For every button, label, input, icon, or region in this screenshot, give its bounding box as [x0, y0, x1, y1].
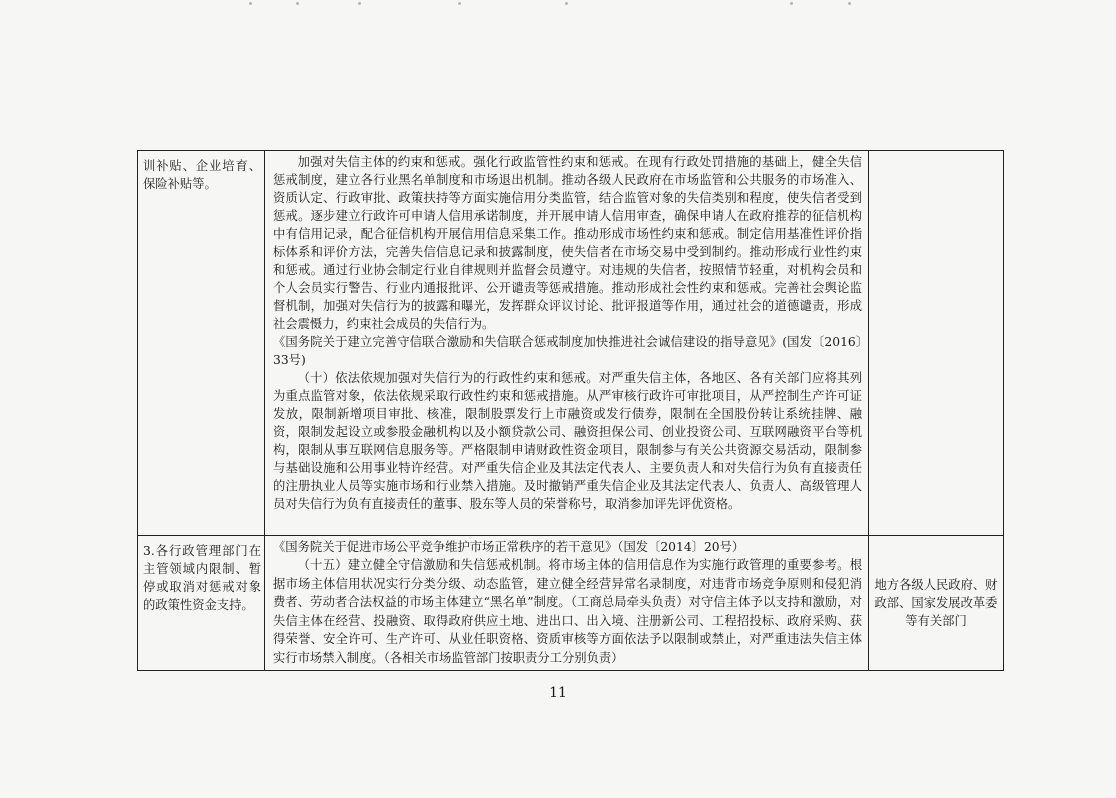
- scan-speck: [358, 2, 361, 5]
- scan-speck: [848, 2, 851, 5]
- measure-text: 3.各行政管理部门在主管领域内限制、暂停或取消对惩戒对象的政策性资金支持。: [143, 544, 261, 612]
- department-cell: [869, 536, 1004, 671]
- policy-table: [137, 150, 1004, 671]
- document-title: 《国务院关于建立完善守信联合激励和失信联合惩戒制度加快推进社会诚信建设的指导意见》(国发〔2016〕33号): [273, 335, 862, 367]
- scan-speck: [790, 2, 793, 5]
- table-row: [138, 151, 1004, 536]
- basis-paragraph: 加强对失信主体的约束和惩戒。强化行政监管性约束和惩戒。在现有行政处罚措施的基础上，健全失信惩戒制度，建立各行业黑名单制度和市场退出机制。推动各级人民政府在市场监管和公共服务的市场准入、资质认定、行政审批、政策扶持等方面实施信用分类监管，结合监管对象的失信类别和程度，使失信者受到惩戒。逐步建立行政许可申请人信用承诺制度，并开展申请人信用审查，确保申请人在政府推荐的征信机构中有信用记录，配合征信机构开展信用信息采集工作。推动形成市场性约束和惩戒。制定信用基准性评价指标体系和评价方法，完善失信信息记录和披露制度，使失信者在市场交易中受到制约。推动形成行业性约束和惩戒。通过行业协会制定行业自律规则并监督会员遵守。对违规的失信者，按照情节轻重，对机构会员和个人会员实行警告、行业内通报批评、公开谴责等惩戒措施。推动形成社会性约束和惩戒。完善社会舆论监督机制，加强对失信行为的披露和曝光，发挥群众评议讨论、批评报道等作用，通过社会的道德谴责，形成社会震慑力，约束社会成员的失信行为。: [273, 155, 862, 331]
- scan-speck: [565, 2, 568, 5]
- measure-cell: [138, 536, 265, 671]
- scan-speck: [249, 2, 252, 5]
- page-number: 11: [549, 685, 567, 701]
- table-row: [138, 536, 1004, 671]
- department-text: 地方各级人民政府、财政部、国家发展改革委等有关部门: [874, 578, 998, 628]
- department-cell: [869, 151, 1004, 536]
- scan-speck: [458, 2, 461, 5]
- measure-cell: [138, 151, 265, 536]
- basis-cell: [265, 151, 869, 536]
- measure-text: 训补贴、企业培育、保险补贴等。: [143, 159, 261, 191]
- basis-cell: [265, 536, 869, 671]
- scan-speck: [296, 2, 299, 5]
- document-title: 《国务院关于促进市场公平竞争维护市场正常秩序的若干意见》（国发〔2014〕20号）: [273, 540, 745, 554]
- basis-paragraph: （十）依法依规加强对失信行为的行政性约束和惩戒。对严重失信主体，各地区、各有关部门应将其列为重点监管对象，依法依规采取行政性约束和惩戒措施。从严审核行政许可审批项目，从严控制生产许可证发放，限制新增项目审批、核准，限制股票发行上市融资或发行债券，限制在全国股份转让系统挂牌、融资，限制发起设立或参股金融机构以及小额贷款公司、融资担保公司、创业投资公司、互联网融资平台等机构，限制从事互联网信息服务等。严格限制申请财政性资金项目，限制参与有关公共资源交易活动，限制参与基础设施和公用事业特许经营。对严重失信企业及其法定代表人、主要负责人和对失信行为负有直接责任的注册执业人员等实施市场和行业禁入措施。及时撤销严重失信企业及其法定代表人、负责人、高级管理人员对失信行为负有直接责任的董事、股东等人员的荣誉称号，取消参加评先评优资格。: [273, 371, 862, 511]
- basis-paragraph: （十五）建立健全守信激励和失信惩戒机制。将市场主体的信用信息作为实施行政管理的重要参考。根据市场主体信用状况实行分类分级、动态监管，建立健全经营异常名录制度，对违背市场竞争原则和侵犯消费者、劳动者合法权益的市场主体建立“黑名单”制度。（工商总局牵头负责）对守信主体予以支持和激励，对失信主体在经营、投融资、取得政府供应土地、进出口、出入境、注册新公司、工程招投标、政府采购、获得荣誉、安全许可、生产许可、从业任职资格、资质审核等方面依法予以限制或禁止，对严重违法失信主体实行市场禁入制度。（各相关市场监管部门按职责分工分别负责）: [273, 558, 862, 665]
